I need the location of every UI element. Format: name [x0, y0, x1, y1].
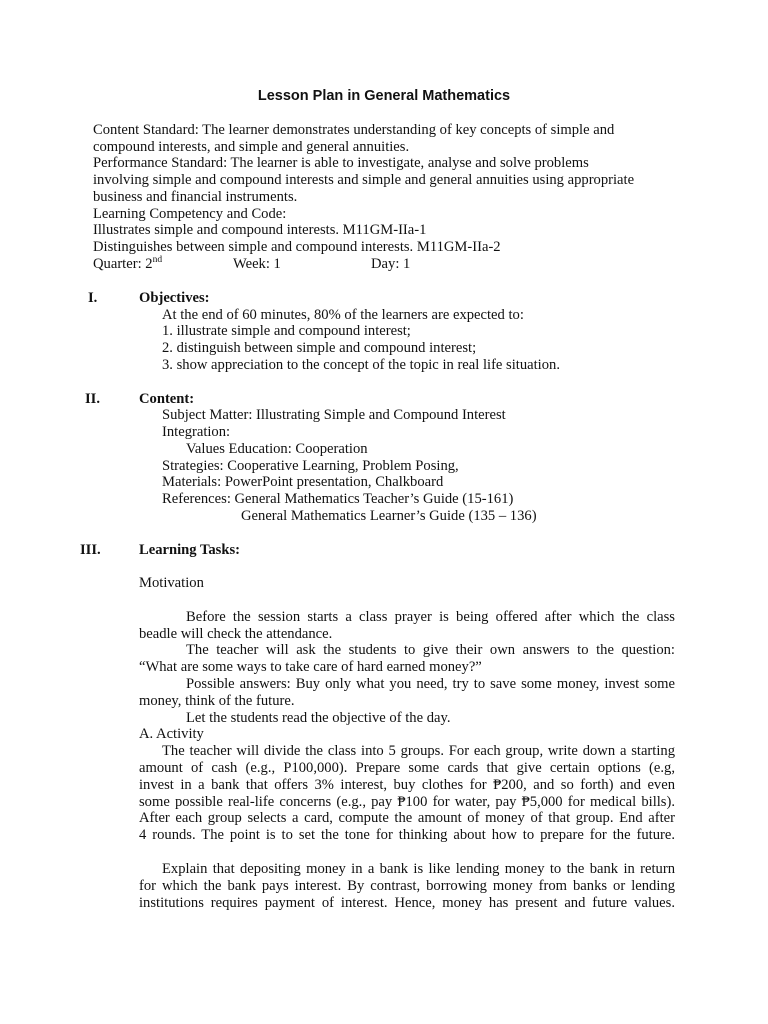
values-education: Values Education: Cooperation — [186, 441, 368, 457]
references-2: General Mathematics Learner’s Guide (135 – 136) — [241, 508, 537, 524]
references-1: References: General Mathematics Teacher’s Guide (15-161) — [162, 491, 514, 507]
objective-item-2: 2. distinguish between simple and compound interest; — [162, 340, 477, 356]
content-standard-line-1: Content Standard: The learner demonstrates understanding of key concepts of simple and — [93, 122, 615, 138]
body-line-17: institutions requires payment of interest. Hence, money has present and future values. — [139, 895, 675, 911]
section-2-heading: Content: — [139, 391, 195, 407]
objectives-intro: At the end of 60 minutes, 80% of the learners are expected to: — [162, 307, 524, 323]
section-1-heading: Objectives: — [139, 290, 210, 306]
performance-standard-line-1: Performance Standard: The learner is able to investigate, analyse and solve problems — [93, 155, 589, 171]
section-2-numeral: II. — [85, 391, 101, 407]
objective-item-3: 3. show appreciation to the concept of the topic in real life situation. — [162, 357, 560, 373]
section-3-numeral: III. — [80, 542, 101, 558]
body-line-15: Explain that depositing money in a bank is like lending money to the bank in return — [162, 861, 675, 877]
integration-label: Integration: — [162, 424, 231, 440]
body-line-6: money, think of the future. — [139, 693, 295, 709]
quarter-ordinal-suffix: nd — [152, 255, 163, 266]
motivation-heading: Motivation — [139, 575, 204, 591]
content-standard-line-2: compound interests, and simple and general annuities. — [93, 139, 410, 155]
week-label: Week: 1 — [233, 256, 281, 272]
activity-heading: A. Activity — [139, 726, 204, 742]
body-line-14: 4 rounds. The point is to set the tone for thinking about how to prepare for the future. — [139, 827, 675, 843]
day-label: Day: 1 — [371, 256, 411, 272]
materials: Materials: PowerPoint presentation, Chalkboard — [162, 474, 444, 490]
body-line-13: After each group selects a card, compute the amount of money of that group. End after — [139, 810, 675, 826]
strategies: Strategies: Cooperative Learning, Problem Posing, — [162, 458, 459, 474]
body-line-2: beadle will check the attendance. — [139, 626, 333, 642]
body-line-5: Possible answers: Buy only what you need, try to save some money, invest some — [186, 676, 675, 692]
body-line-7: Let the students read the objective of the day. — [186, 710, 451, 726]
competency-code-2: Distinguishes between simple and compound interests. M11GM-IIa-2 — [93, 239, 501, 255]
subject-matter: Subject Matter: Illustrating Simple and Compound Interest — [162, 407, 506, 423]
body-line-12: some possible real-life concerns (e.g., pay ₱100 for water, pay ₱5,000 for medical bills). — [139, 794, 675, 810]
body-line-16: for which the bank pays interest. By contrast, borrowing money from banks or lending — [139, 878, 675, 894]
body-line-9: The teacher will divide the class into 5 groups. For each group, write down a starting — [162, 743, 675, 759]
objective-item-1: 1. illustrate simple and compound interest; — [162, 323, 411, 339]
performance-standard-line-3: business and financial instruments. — [93, 189, 298, 205]
section-1-numeral: I. — [88, 290, 98, 306]
body-line-11: invest in a bank that offers 3% interest, buy clothes for ₱200, and so forth) and even — [139, 777, 675, 793]
competency-code-1: Illustrates simple and compound interests. M11GM-IIa-1 — [93, 222, 427, 238]
page-title: Lesson Plan in General Mathematics — [257, 88, 511, 104]
body-line-4: “What are some ways to take care of hard earned money?” — [139, 659, 482, 675]
body-line-3: The teacher will ask the students to give their own answers to the question: — [186, 642, 675, 658]
body-line-10: amount of cash (e.g., P100,000). Prepare some cards that give certain options (e.g, — [139, 760, 675, 776]
body-line-1: Before the session starts a class prayer is being offered after which the class — [186, 609, 675, 625]
quarter-label: Quarter: 2nd — [93, 255, 163, 272]
section-3-heading: Learning Tasks: — [139, 542, 240, 558]
competency-heading: Learning Competency and Code: — [93, 206, 287, 222]
performance-standard-line-2: involving simple and compound interests and simple and general annuities using appropriate — [93, 172, 635, 188]
